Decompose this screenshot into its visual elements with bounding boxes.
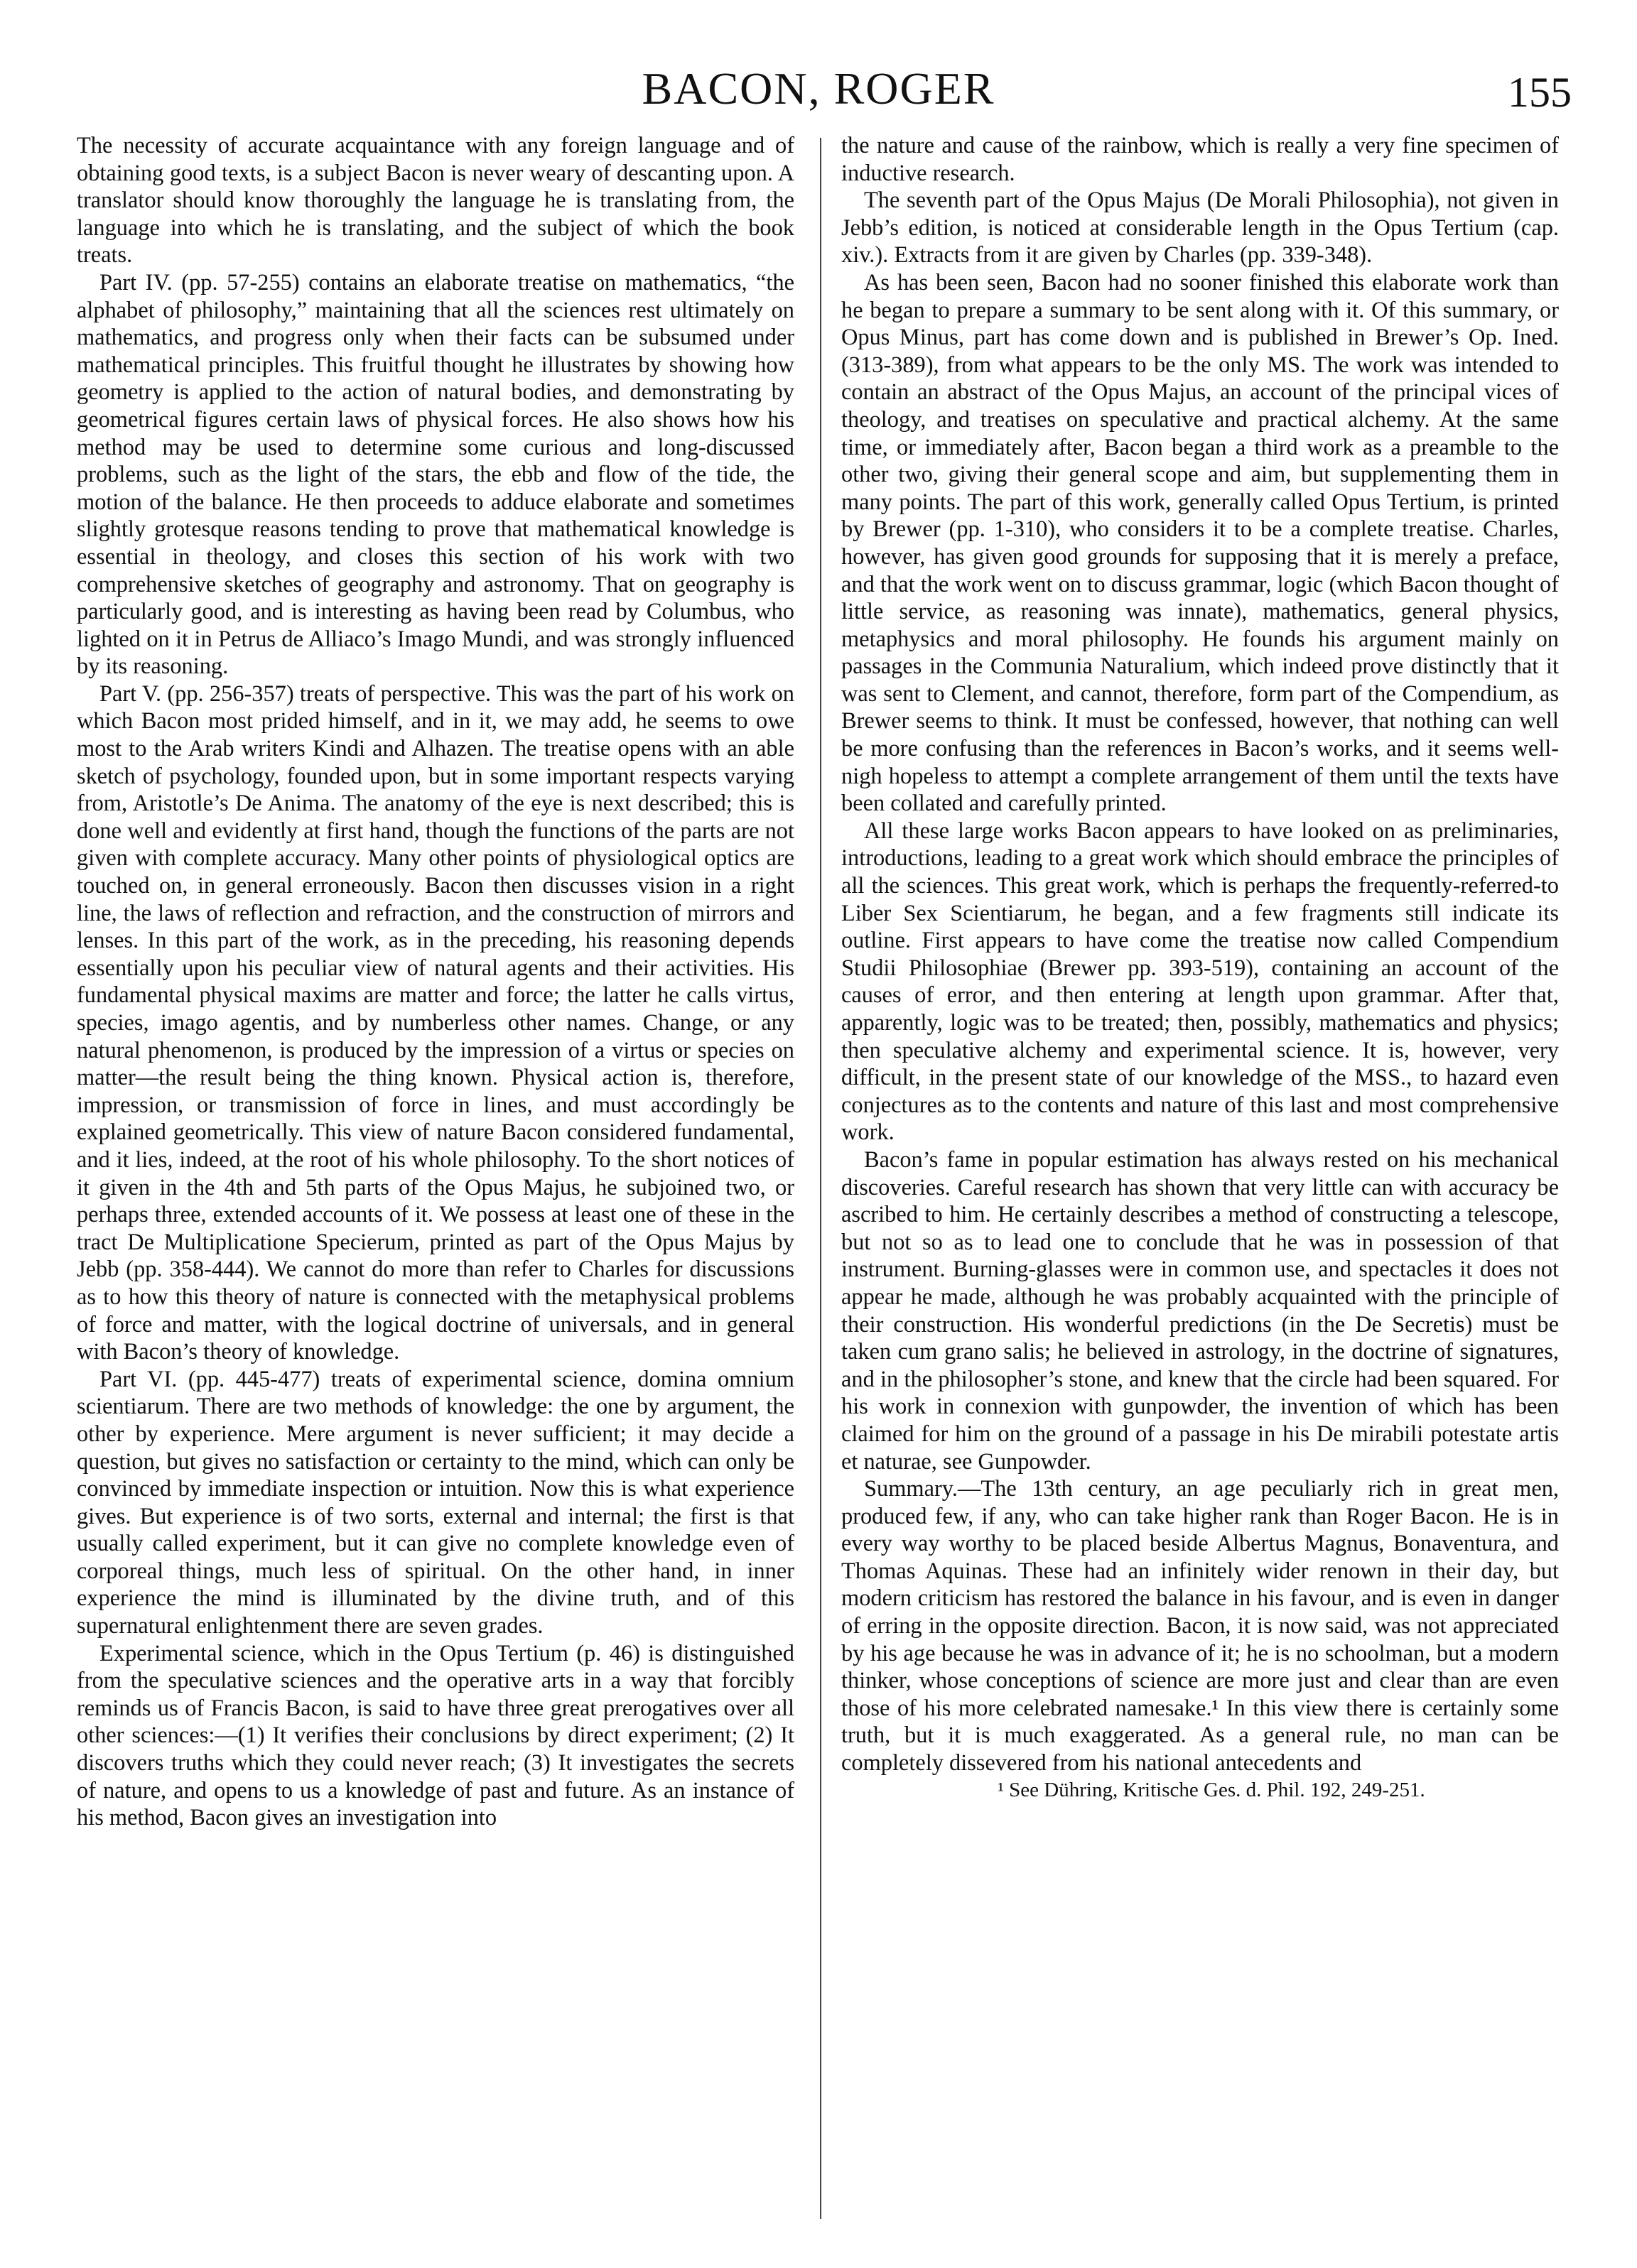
page-number: 155	[1508, 69, 1572, 116]
column-divider	[820, 138, 821, 2219]
paragraph: The seventh part of the Opus Majus (De Morali Philosophia), not given in Jebb’s edition, is noticed at considerable length in the Opus Tertium (cap. xiv.). Extracts from it are given by Charles (pp. 339-348).	[841, 188, 1559, 268]
paragraph: Experimental science, which in the Opus Tertium (p. 46) is distinguished from the speculative sciences and the operative arts in a way that forcibly reminds us of Francis Bacon, is said to have three great prerogatives over all other sciences:—(1) It verifies their conclusions by direct experiment; (2) It discovers truths which they could never reach; (3) It investigates the secrets of nature, and opens to us a knowledge of past and future. As an instance of his method, Bacon gives an investigation into	[77, 1640, 794, 1831]
paragraph: The necessity of accurate acquaintance with any foreign language and of obtaining good texts, is a subject Bacon is never weary of descanting upon. A translator should know thoroughly the language he is translating from, the language into which he is translating, and the subject of which the book treats.	[77, 133, 794, 268]
paragraph: Bacon’s fame in popular estimation has always rested on his mechanical discoveries. Careful research has shown that very little can with accuracy be ascribed to him. He certainly describes a method of constructing a telescope, but not so as to lead one to conclude that he was in possession of that instrument. Burning-glasses were in common use, and spectacles it does not appear he made, although he was probably acquainted with the principle of their construction. His wonderful predictions (in the De Secretis) must be taken cum grano salis; he believed in astrology, in the doctrine of signatures, and in the philosopher’s stone, and knew that the circle had been squared. For his work in connexion with gunpowder, the invention of which has been claimed for him on the ground of a passage in his De mirabili potestate artis et naturae, see Gunpowder.	[841, 1146, 1559, 1475]
article-title: BACON, ROGER	[642, 63, 995, 114]
paragraph: As has been seen, Bacon had no sooner finished this elaborate work than he began to prepare a summary to be sent along with it. Of this summary, or Opus Minus, part has come down and is published in Brewer’s Op. Ined. (313-389), from what appears to be the only MS. The work was intended to contain an abstract of the Opus Majus, an account of the principal vices of theology, and treatises on speculative and practical alchemy. At the same time, or immediately after, Bacon began a third work as a preamble to the other two, giving their general scope and aim, but supplementing them in many points. The part of this work, generally called Opus Tertium, is printed by Brewer (pp. 1-310), who considers it to be a complete treatise. Charles, however, has given good grounds for supposing that it is merely a preface, and that the work went on to discuss grammar, logic (which Bacon thought of little service, as reasoning was innate), mathematics, general physics, metaphysics and moral philosophy. He founds his argument mainly on passages in the Communia Naturalium, which indeed prove distinctly that it was sent to Clement, and cannot, therefore, form part of the Compendium, as Brewer seems to think. It must be confessed, however, that nothing can well be more confusing than the references in Bacon’s works, and it seems well-nigh hopeless to attempt a complete arrangement of them until the texts have been collated and carefully printed.	[841, 269, 1559, 817]
right-column	[841, 132, 1559, 2256]
paragraph: All these large works Bacon appears to have looked on as preliminaries, introductions, leading to a great work which should embrace the principles of all the sciences. This great work, which is perhaps the frequently-referred-to Liber Sex Scientiarum, he began, and a few fragments still indicate its outline. First appears to have come the treatise now called Compendium Studii Philosophiae (Brewer pp. 393-519), containing an account of the causes of error, and then entering at length upon grammar. After that, apparently, logic was to be treated; then, possibly, mathematics and physics; then speculative alchemy and experimental science. It is, however, very difficult, in the present state of our knowledge of the MSS., to hazard even conjectures as to the contents and nature of this last and most comprehensive work.	[841, 818, 1559, 1146]
paragraph: Part VI. (pp. 445-477) treats of experimental science, domina omnium scientiarum. There are two methods of knowledge: the one by argument, the other by experience. Mere argument is never sufficient; it may decide a question, but gives no satisfaction or certainty to the mind, which can only be convinced by immediate inspection or intuition. Now this is what experience gives. But experience is of two sorts, external and internal; the first is that usually called experiment, but it can give no complete knowledge even of corporeal things, much less of spiritual. On the other hand, in inner experience the mind is illuminated by the divine truth, and of this supernatural enlightenment there are seven grades.	[77, 1366, 794, 1639]
text-columns	[77, 132, 1573, 2256]
paragraph: Part V. (pp. 256-357) treats of perspective. This was the part of his work on which Bacon most prided himself, and in it, we may add, he seems to owe most to the Arab writers Kindi and Alhazen. The treatise opens with an able sketch of psychology, founded upon, but in some important respects varying from, Aristotle’s De Anima. The anatomy of the eye is next described; this is done well and evidently at first hand, though the functions of the parts are not given with complete accuracy. Many other points of physiological optics are touched on, in general erroneously. Bacon then discusses vision in a right line, the laws of reflection and refraction, and the construction of mirrors and lenses. In this part of the work, as in the preceding, his reasoning depends essentially upon his peculiar view of natural agents and their activities. His fundamental physical maxims are matter and force; the latter he calls virtus, species, imago agentis, and by numberless other names. Change, or any natural phenomenon, is produced by the impression of a virtus or species on matter—the result being the thing known. Physical action is, therefore, impression, or transmission of force in lines, and must accordingly be explained geometrically. This view of nature Bacon considered fundamental, and it lies, indeed, at the root of his whole philosophy. To the short notices of it given in the 4th and 5th parts of the Opus Majus, he subjoined two, or perhaps three, extended accounts of it. We possess at least one of these in the tract De Multiplicatione Specierum, printed as part of the Opus Majus by Jebb (pp. 358-444). We cannot do more than refer to Charles for discussions as to how this theory of nature is connected with the metaphysical problems of force and matter, with the logical doctrine of universals, and in general with Bacon’s theory of knowledge.	[77, 680, 794, 1365]
footnote: ¹ See Dühring, Kritische Ges. d. Phil. 192, 249-251.	[998, 1778, 1425, 1801]
paragraph: the nature and cause of the rainbow, which is really a very fine specimen of inductive research.	[841, 133, 1559, 186]
left-column	[77, 132, 794, 2256]
paragraph: Summary.—The 13th century, an age peculiarly rich in great men, produced few, if any, who can take higher rank than Roger Bacon. He is in every way worthy to be placed beside Albertus Magnus, Bonaventura, and Thomas Aquinas. These had an infinitely wider renown in their day, but modern criticism has restored the balance in his favour, and is even in danger of erring in the opposite direction. Bacon, it is now said, was not appreciated by his age because he was in advance of it; he is no schoolman, but a modern thinker, whose conceptions of science are more just and clear than are even those of his more celebrated namesake.¹ In this view there is certainly some truth, but it is much exaggerated. As a general rule, no man can be completely dissevered from his national antecedents and	[841, 1476, 1559, 1776]
running-head	[0, 63, 1637, 119]
paragraph: Part IV. (pp. 57-255) contains an elaborate treatise on mathematics, “the alphabet of philosophy,” maintaining that all the sciences rest ultimately on mathematics, and progress only when their facts can be subsumed under mathematical principles. This fruitful thought he illustrates by showing how geometry is applied to the action of natural bodies, and demonstrating by geometrical figures certain laws of physical forces. He also shows how his method may be used to determine some curious and long-discussed problems, such as the light of the stars, the ebb and flow of the tide, the motion of the balance. He then proceeds to adduce elaborate and sometimes slightly grotesque reasons tending to prove that mathematical knowledge is essential in theology, and closes this section of his work with two comprehensive sketches of geography and astronomy. That on geography is particularly good, and is interesting as having been read by Columbus, who lighted on it in Petrus de Alliaco’s Imago Mundi, and was strongly influenced by its reasoning.	[77, 269, 794, 680]
